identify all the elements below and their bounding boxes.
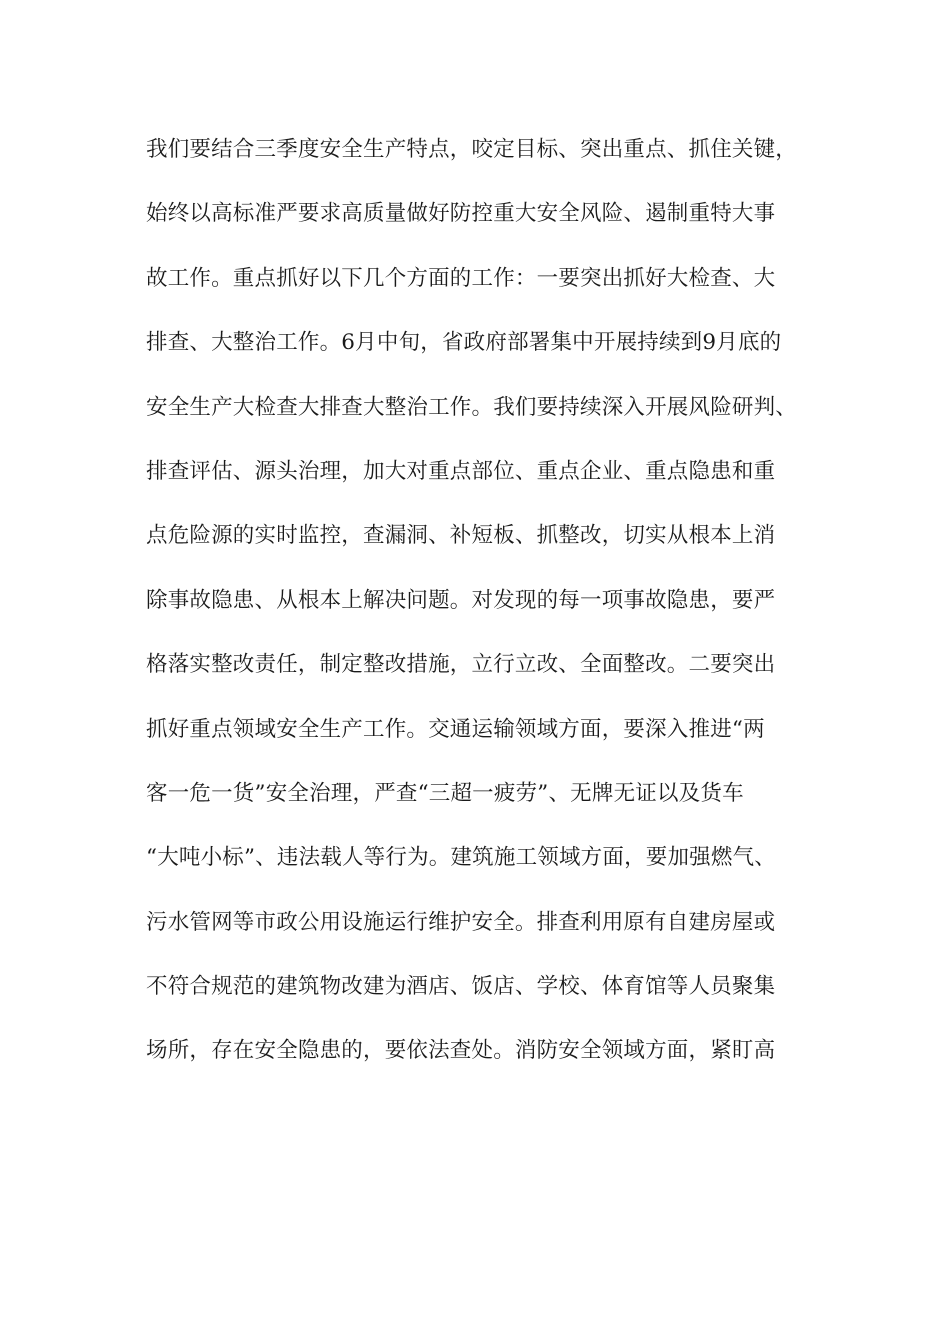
text-line: 除事故隐患、从根本上解决问题。对发现的每一项事故隐患，要严 xyxy=(146,587,776,613)
text-line: 点危险源的实时监控，查漏洞、补短板、抓整改，切实从根本上消 xyxy=(146,523,776,549)
text-line: “大吨小标”、违法载人等行为。建筑施工领域方面，要加强燃气、 xyxy=(146,845,776,871)
text-line: 格落实整改责任，制定整改措施，立行立改、全面整改。二要突出 xyxy=(146,652,776,678)
text-line: 排查评估、源头治理，加大对重点部位、重点企业、重点隐患和重 xyxy=(146,458,776,484)
body-paragraph xyxy=(146,130,826,1096)
text-line: 故工作。重点抓好以下几个方面的工作：一要突出抓好大检查、大 xyxy=(146,265,776,291)
text-line: 客一危一货”安全治理，严查“三超一疲劳”、无牌无证以及货车 xyxy=(146,780,744,806)
text-line: 污水管网等市政公用设施运行维护安全。排查利用原有自建房屋或 xyxy=(146,909,776,935)
text-line: 不符合规范的建筑物改建为酒店、饭店、学校、体育馆等人员聚集 xyxy=(146,974,776,1000)
text-line: 安全生产大检查大排查大整治工作。我们要持续深入开展风险研判、 xyxy=(146,394,798,420)
text-line: 排查、大整治工作。6月中旬，省政府部署集中开展持续到9月底的 xyxy=(146,330,782,356)
text-line: 场所，存在安全隐患的，要依法查处。消防安全领域方面，紧盯高 xyxy=(146,1038,776,1064)
text-line: 我们要结合三季度安全生产特点，咬定目标、突出重点、抓住关键， xyxy=(146,137,798,162)
text-line: 始终以高标准严要求高质量做好防控重大安全风险、遏制重特大事 xyxy=(146,201,776,227)
text-line: 抓好重点领域安全生产工作。交通运输领域方面，要深入推进“两 xyxy=(146,716,765,742)
